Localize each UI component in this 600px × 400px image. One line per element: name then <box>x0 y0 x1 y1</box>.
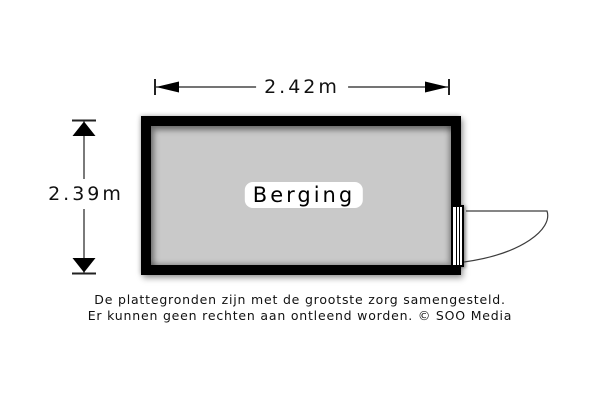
disclaimer <box>0 292 600 324</box>
arrow-up-icon <box>73 122 96 137</box>
width-dimension-label: 2.42m <box>256 76 348 98</box>
disclaimer-line-2: Er kunnen geen rechten aan ontleend worden. © SOO Media <box>87 308 513 323</box>
height-dimension-label: 2.39m <box>46 179 126 209</box>
arrow-down-icon <box>73 258 96 273</box>
disclaimer-line-1: De plattegronden zijn met de grootste zorg samengesteld. <box>94 292 506 307</box>
door-swing-arc <box>464 211 548 262</box>
room-label: Berging <box>245 182 363 208</box>
arrow-right-icon <box>425 82 448 93</box>
arrow-left-icon <box>156 82 179 93</box>
